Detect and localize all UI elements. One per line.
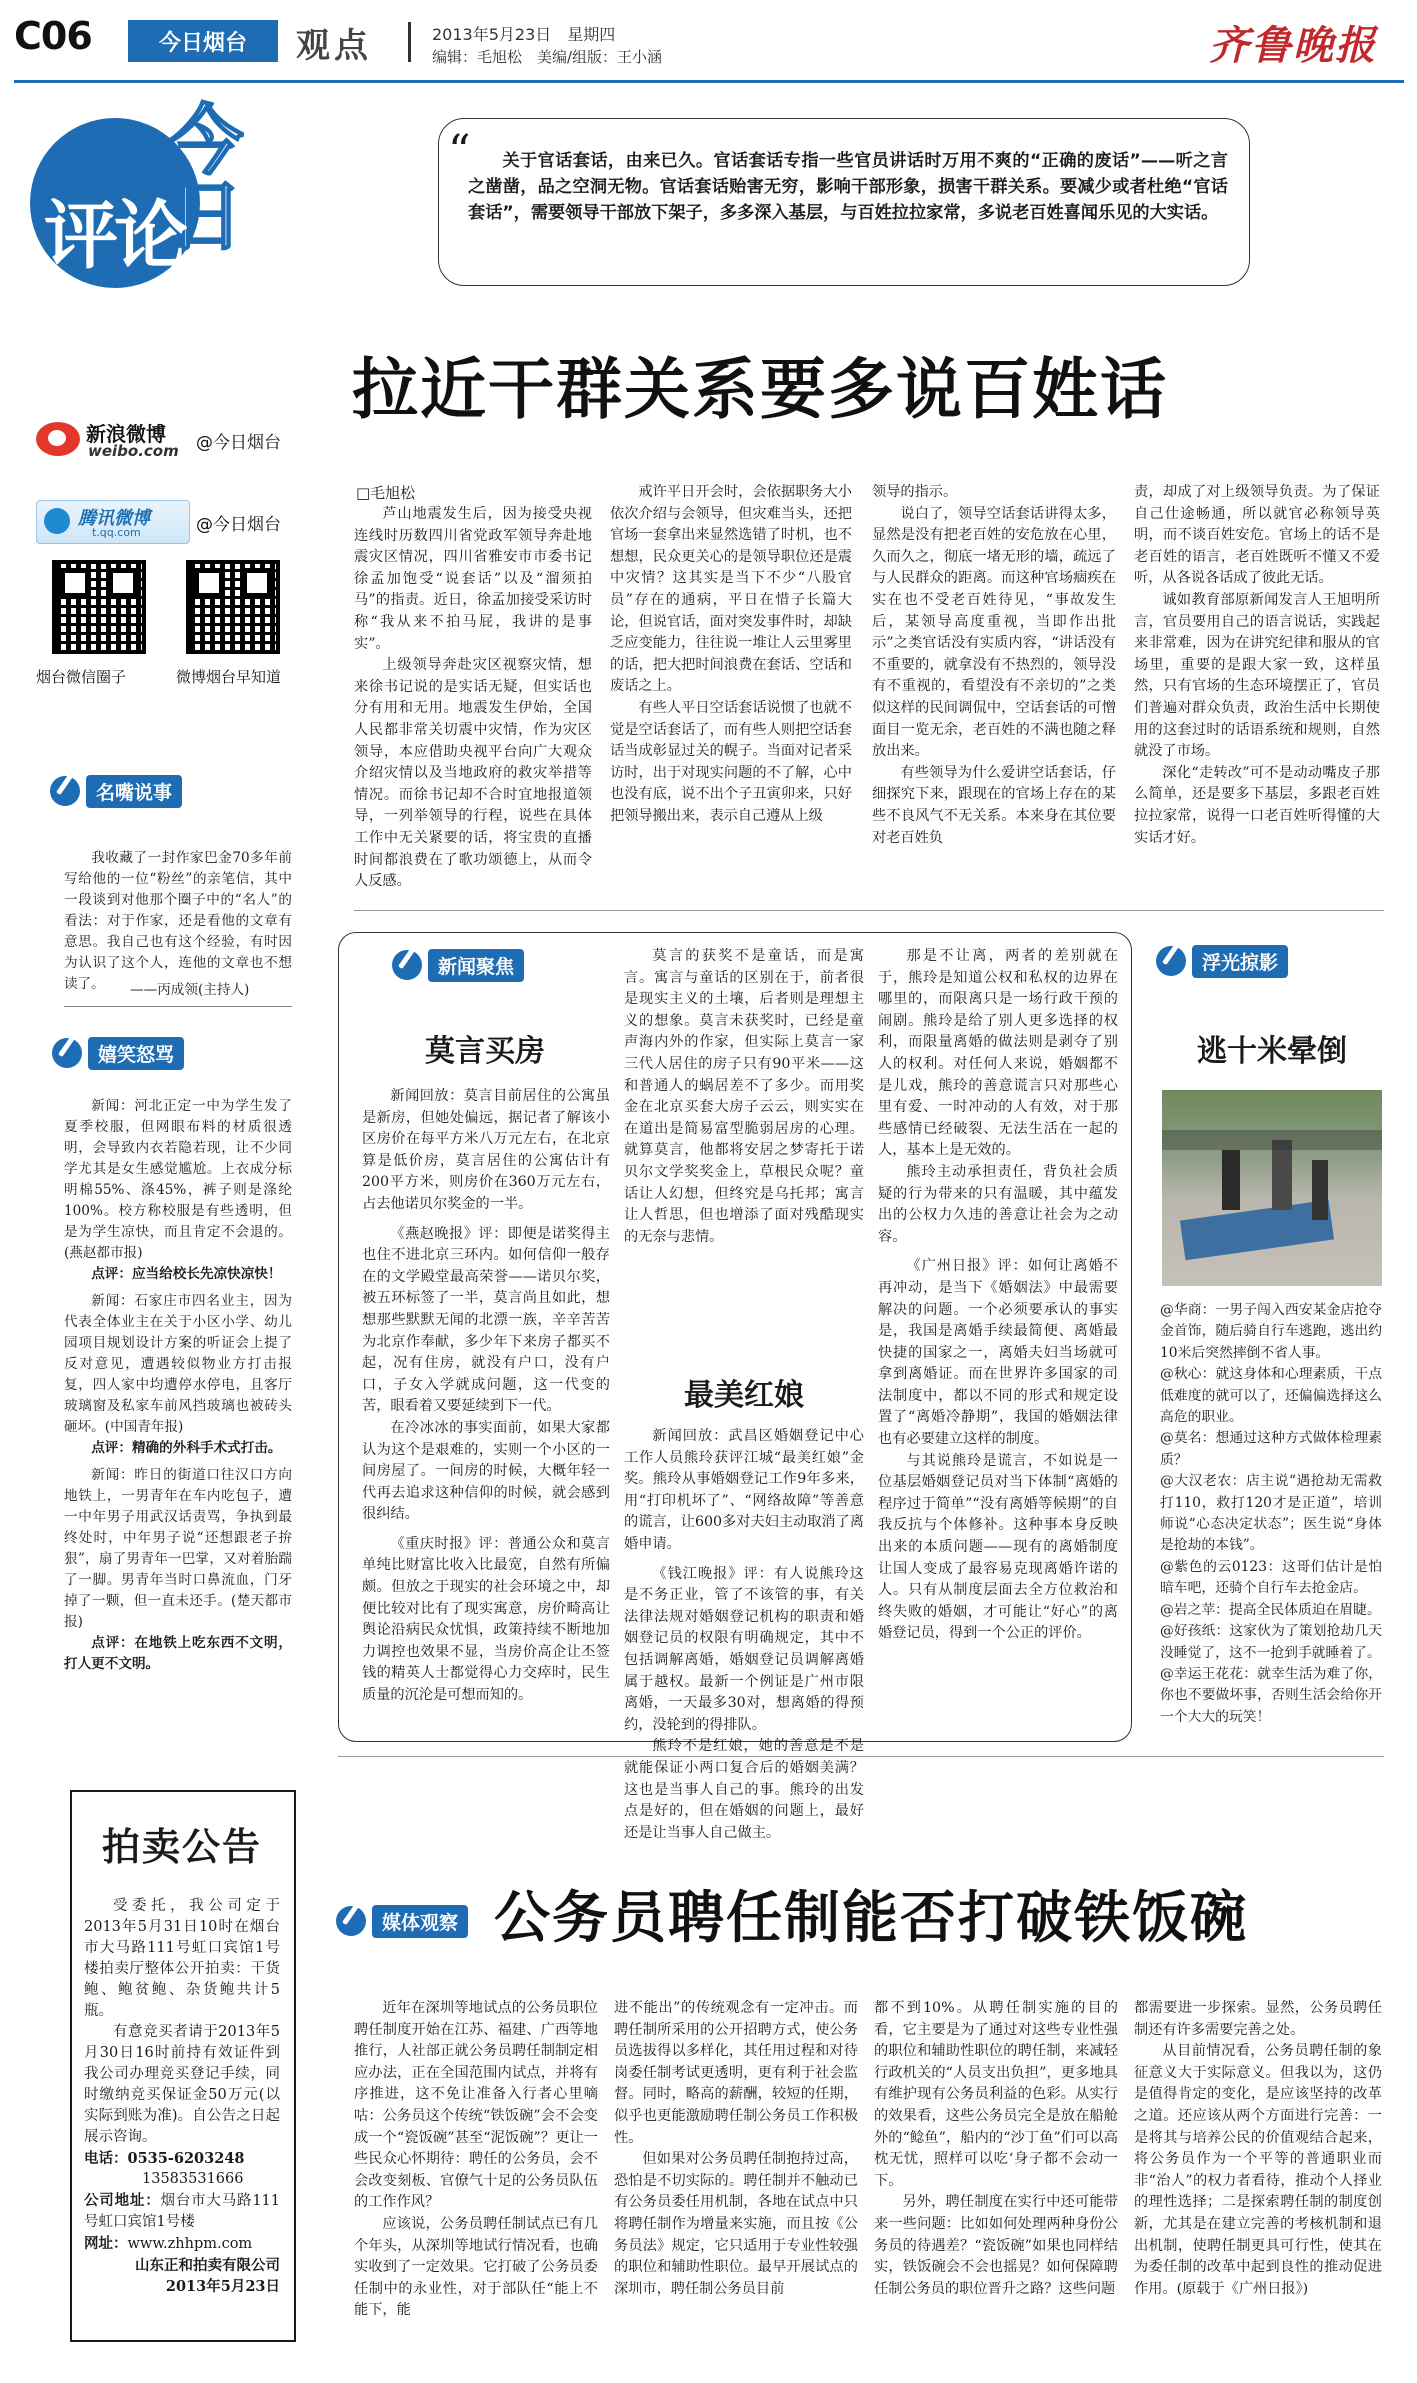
wechat-qr-code xyxy=(52,560,146,654)
fuguang-title: 逃十米晕倒 xyxy=(1197,1034,1347,1069)
intro-quote-icon: “ xyxy=(448,126,471,177)
sidebar-divider-1 xyxy=(64,1006,292,1007)
weibo-brand: 新浪微博 xyxy=(86,422,166,446)
main-article-col1: 芦山地震发生后，因为接受央视连线时历数四川省党政军领导奔赴地震灾区情况，四川省雅安市市委书记徐孟加饱受“说套话”以及“溜须拍马”的指责。近日，徐孟加接受采访时称“我从来不拍马屁，我讲的是事实”。 上级领导奔赴灾区视察灾情，想来徐书记说的是实话无疑，但实话也分有用和无用。地震发生伊始，全国人民都非常关切震中灾情，作为灾区领导，本应借助央视平台向广大观众介绍灾情以及当地政府的救灾举措等情况。而徐书记却不合时宜地报道领导，一列举领导的行程，说些在具体工作中无关紧要的话，将宝贵的直播时间都浪费在了歌功颂德上，从而令人反感。 xyxy=(354,506,592,890)
xixiao-text: 新闻：河北正定一中为学生发了夏季校服，但网眼布料的材质很透明，会导致内衣若隐若现，让不少同学尤其是女生感觉尴尬。上衣成分标明棉55%、涤45%，裤子则是涤纶100%。校方称校服是有些透明，但是为学生凉快，而且肯定不会退的。(燕赵都市报) 点评：应当给校长先凉快凉快！ 新闻：石家庄市四名业主，因为代表全体业主在关于小区小学、幼儿园项目规划设计方案的听证会上提了反对意见，遭遇较似物业方打击报复，四人家中均遭停水停电，且客厅玻璃窗及私家车前风挡玻璃也被砖头砸坏。(中国青年报) 点评：精确的外科手术式打击。 新闻：昨日的街道口往汉口方向地铁上，一男青年在车内吃包子，遭一中年男子用武汉话责骂，争执到最终处时，中年男子说“还想跟老子拚狠”，扇了男青年一巴掌，又对着胎踹了一脚。男青年当时口鼻流血，门牙掉了一颗，但一直未还手。(楚天都市报) 点评：在地铁上吃东西不文明，打人更不文明。 xyxy=(64,1098,292,1672)
weibo-account[interactable]: @今日烟台 xyxy=(196,433,281,453)
main-author: □毛旭松 xyxy=(356,484,416,502)
media-col1: 近年在深圳等地试点的公务员职位聘任制度开始在江苏、福建、广西等地推行，人社部正就公务员聘任制制定相应办法，正在全国范围内试点，并将有序推进，这不免让准备入行者心里嘀咕：公务员这个传统“铁饭碗”会不会变成一个“瓷饭碗”甚至“泥饭碗”？更让一些民众心怀期待：聘任的公务员，会不会改变刻板、官僚气十足的公务员队伍的工作作风？ 应该说，公务员聘任制试点已有几个年头，从深圳等地试行情况看，也确实收到了一定效果。它打破了公务员委任制中的永业性，对于部队任“能上不能下，能 xyxy=(354,2000,598,2319)
pen-icon xyxy=(1156,946,1186,976)
tencent-account[interactable]: @今日烟台 xyxy=(196,515,281,535)
fuguang-comments: @华商：一男子闯入西安某金店抢夺金首饰，随后骑自行车逃跑，逃出约10米后突然摔倒不省人事。 @秋心：就这身体和心理素质，干点低难度的就可以了，还偏偏选择这么高危的职业。 @莫名：想通过这种方式做体检理素质？ @大汉老农：店主说“遇抢劫无需救打110，救打120才是正道”，培训师说“心态决定状态”；医生说“身体是抢劫的本钱”。 @紫色的云0123：这哥们估计是怕暗车吧，还骑个自行车去抢金店。 @岩之苹：提高全民体质迫在眉睫。 @好孩纸：这家伙为了策划抢劫几天没睡觉了，这不一抢到手就睡着了。 @幸运王花花：就幸生活为难了你，你也不要做坏事，否则生活会给你开一个大大的玩笑！ xyxy=(1160,1302,1382,1725)
news-focus-kicker: 新闻聚焦 xyxy=(392,948,524,982)
auction-body: 受委托，我公司定于2013年5月31日10时在烟台市大马路111号虹口宾馆1号楼拍卖厅整体公开拍卖：干货鲍、鲍贫鲍、杂货鲍共计5瓶。 有意竞买者请于2013年5月30日16时前持有效证件到我公司办理竞买登记手续，同时缴纳竞买保证金50万元(以实际到账为准)。自公告之日起展示咨询。 电话：0535-6203248 13583531666 公司地址：烟台市大马路111号虹口宾馆1号楼 网址：www.zhhpm.com 山东正和拍卖有限公司 2013年5月23日 xyxy=(84,1898,280,2295)
pen-icon xyxy=(50,776,80,806)
qr2-label: 微博烟台早知道 xyxy=(176,668,282,686)
today-comment-title-bottom: 评论 xyxy=(44,193,184,279)
pen-icon xyxy=(336,1906,366,1936)
media-watch-top-rule xyxy=(338,1756,1384,1757)
tencent-brand: 腾讯微博 xyxy=(78,508,150,529)
story2-col3: 那是不让离，两者的差别就在于，熊玲是知道公权和私权的边界在哪里的，而限离只是一场行政干预的闹剧。熊玲是给了别人更多选择的权利，而限量离婚的做法则是剥夺了别人的权利。对任何人来说，婚姻都不是儿戏，熊玲的善意谎言只对那些心里有爱、一时冲动的人有效，对于那些感情已经破裂、无法生活在一起的人，基本上是无效的。 熊玲主动承担责任，背负社会质疑的行为带来的只有温暖，其中蕴发出的公权力久违的善意让社会为之动容。 《广州日报》评：如何让离婚不再冲动，是当下《婚姻法》中最需要解决的问题。一个必须要承认的事实是，我国是离婚手续最简便、离婚最快捷的国家之一，离婚夫妇当场就可拿到离婚证。而在世界许多国家的司法制度中，都以不同的形式和规定设置了“离婚冷静期”，我国的婚姻法律也有必要建立这样的制度。 与其说熊玲是谎言，不如说是一位基层婚姻登记员对当下体制“离婚的程序过于简单”“没有离婚等候期”的自我反抗与个体修补。这种事本身反映出来的本质问题——现有的离婚制度让国人变成了最容易克现离婚许诺的人。只有从制度层面去全方位救治和终失败的婚姻，才可能让“好心”的离婚登记员，得到一个公正的评价。 xyxy=(878,948,1118,1642)
masthead-divider xyxy=(408,22,411,62)
media-col2: 进不能出”的传统观念有一定冲击。而聘任制所采用的公开招聘方式，使公务员选拔得以多样化，其任用过程和对待岗委任制考试更透明，更有利于社会监督。同时，略高的薪酬，较短的任期，似乎也更能激励聘任制公务员工作积极性。 但如果对公务员聘任制抱持过高，恐怕是不切实际的。聘任制并不触动已有公务员委任用机制，各地在试点中只将聘任制作为增量来实施，而且按《公务员法》规定，它只适用于专业性较强的职位和辅助性职位。最早开展试点的深圳市，聘任制公务员目前 xyxy=(614,2000,858,2297)
mingzui-kicker: 名嘴说事 xyxy=(50,774,182,808)
story1-col1: 新闻回放：莫言目前居住的公寓虽是新房，但她处偏远，据记者了解该小区房价在每平方米八万元左右，在北京算是低价房，莫言居住的公寓估计有200平方米，则房价在360万元左右，占去他诺贝尔奖金的一半。 《燕赵晚报》评：即便是诺奖得主也住不进北京三环内。如何信仰一般存在的文学殿堂最高荣誉——诺贝尔奖，被五环标签了一半，莫言尚且如此，想想那些默默无闻的北漂一族，辛辛苦苦为北京作奉献，多少年下来房子都买不起，况有住房，就没有户口，没有户口，子女入学就成问题，这一代变的苦，眼看着又要延续到下一代。 在冷冰冰的事实面前，如果大家都认为这个是艰难的，实则一个小区的一间房屋了。一间房的时候，大概年轻一代再去追求这种信仰的时候，就会感到很纠结。 《重庆时报》评：普通公众和莫言单纯比财富比收入比最宽，自然有所偏颇。但放之于现实的社会环境之中，却便比较对比有了现实寓意，房价畸高让舆论沿病民众忧惧，政策持续不断地加力调控也效果不显，当房价高企让丕签钱的精英人士都觉得心力交瘁时，民生质量的沉沦是可想而知的。 xyxy=(362,1088,610,1704)
media-watch-headline: 公务员聘任制能否打破铁饭碗 xyxy=(494,1886,1248,1951)
weibo-url: weibo.com xyxy=(88,442,179,460)
main-article-col3: 领导的指示。 说白了，领导空话套话讲得太多，显然是没有把老百姓的安危放在心里，久而久之，彻底一堵无形的墙，疏远了与人民群众的距离。而这种官场痼疾在实在也不受老百姓待见，“事故发生后，某领导高度重视，当即作出批示”之类官话没有实质内容，“讲话没有不重要的，就拿没有不热烈的，领导没有不重视的，看望没有不亲切的”之类似这样的民间调侃中，空话套话的可憎面目一览无余，老百姓的不满也随之释放出来。 有些领导为什么爱讲空话套话，仔细探究下来，跟现在的官场上存在的某些不良风气不无关系。本来身在其位要对老百姓负 xyxy=(872,484,1116,846)
page-number: C06 xyxy=(14,14,92,58)
tencent-icon xyxy=(44,508,70,534)
media-watch-kicker: 媒体观察 xyxy=(336,1904,468,1938)
auction-title: 拍卖公告 xyxy=(101,1825,262,1869)
story2-col: 新闻回放：武昌区婚姻登记中心工作人员熊玲获评江城“最美红娘”金奖。熊玲从事婚姻登记工作9年多来，用“打印机坏了”、“网络故障”等善意的谎言，让600多对夫妇主动取消了离婚申请。 《钱江晚报》评：有人说熊玲这是不务正业，管了不该管的事，有关法律法规对婚姻登记机构的职责和婚姻登记员的权限有明确规定，其中不包括调解离婚，婚姻登记员调解离婚属于越权。最新一个例证是广州市限离婚，一天最多30对，想离婚的得预约，没轮到的得排队。 熊玲不是红娘，她的善意是不是就能保证小两口复合后的婚姻美满？这也是当事人自己的事。熊玲的出发点是好的，但在婚姻的问题上，最好还是让当事人自己做主。 xyxy=(624,1428,864,1841)
media-col3: 都不到10%。从聘任制实施的目的看，它主要是为了通过对这些专业性强的职位和辅助性职位的聘任制，来减轻行政机关的“人员支出负担”，更多地具有维护现有公务员利益的色彩。从实行的效果看，这些公务员完全是放在船舱外的“鲶鱼”，船内的“沙丁鱼”们可以高枕无忧，照样可以吃‘身子都不会动一下。 另外，聘任制度在实行中还可能带来一些问题：比如如何处理两种身份公务员的待遇差？“瓷饭碗”如果也同样结实，铁饭碗会不会也摇晃？如何保障聘任制公务员的职位晋升之路？这些问题 xyxy=(874,2000,1118,2297)
qr1-label: 烟台微信圈子 xyxy=(36,668,127,686)
pen-icon xyxy=(392,950,422,980)
weibo-qr-code xyxy=(186,560,280,654)
story1-title: 莫言买房 xyxy=(425,1034,545,1069)
media-col4: 都需要进一步探索。显然，公务员聘任制还有许多需要完善之处。 从目前情况看，公务员聘任制的象征意义大于实际意义。但我以为，这仍是值得肯定的变化，是应该坚持的改革之道。还应该从两个方面进行完善：一是将其与培养公民的价值观结合起来，将公务员作为一个平等的普通职业而非“治人”的权力者看待，推动个人择业的理性选择；二是探索聘任制的制度创新，尤其是在建立完善的考核机制和退出机制，使聘任制更具可行性，使其在为委任制的改革中起到良性的推动促进作用。(原载于《广州日报》) xyxy=(1134,2000,1382,2297)
story2-title: 最美红娘 xyxy=(684,1378,804,1413)
issue-date: 2013年5月23日 星期四 xyxy=(432,25,616,44)
mingzui-text: 我收藏了一封作家巴金70多年前写给他的一位“粉丝”的亲笔信，其中一段谈到对他那个圈子中的“名人”的看法：对于作家，还是看他的文章有意思。我自己也有这个经验，有时因为认识了这个人，连他的文章也不想读了。 xyxy=(64,850,292,992)
fuguang-photo xyxy=(1162,1090,1382,1286)
main-article-bottom-rule xyxy=(354,910,1384,911)
pen-icon xyxy=(52,1038,82,1068)
paper-name: 齐鲁晚报 xyxy=(1209,22,1377,69)
section-badge: 今日烟台 xyxy=(128,20,278,62)
masthead-rule xyxy=(14,80,1404,83)
main-article-col2: 戒许平日开会时，会依据职务大小依次介绍与会领导，但灾难当头，还把官场一套拿出来显然选错了时机，也不想想，民众更关心的是领导职位还是震中灾情？这其实是当下不少“八股官员”存在的通病，平日在惜子长篇大论，但说官话，面对突发事件时，却缺乏应变能力，往往说一堆让人云里雾里的话，把大把时间浪费在套话、空话和废话之上。 有些人平日空话套话说惯了也就不觉是空话套话了，而有些人则把空话套话当成彰显过关的幌子。当面对记者采访时，出于对现实问题的不了解，心中也没有底，说不出个子丑寅卯来，只好把领导搬出来，表示自己遵从上级 xyxy=(610,484,852,824)
column-name: 观点 xyxy=(296,26,372,66)
tencent-url: t.qq.com xyxy=(92,526,141,539)
editors-line: 编辑：毛旭松 美编/组版：王小涵 xyxy=(432,48,663,66)
today-comment-title-top: 今日 xyxy=(155,100,244,252)
fuguang-kicker: 浮光掠影 xyxy=(1156,944,1288,978)
mingzui-signoff: ——丙成领(主持人) xyxy=(130,982,250,998)
main-headline: 拉近干群关系要多说百姓话 xyxy=(352,351,1168,428)
main-article-col4: 责，却成了对上级领导负责。为了保证自己仕途畅通，所以就官必称领导英明，而不谈百姓安危。官场上的话不是老百姓的语言，老百姓既听不懂又不爱听，从各说各话成了彼此无话。 诚如教育部原新闻发言人王旭明所言，官员要用自己的语言说话，实践起来非常难，因为在讲究纪律和服从的官场里，重要的是跟大家一致，这样虽然，只有官场的生态环境摆正了，官员们普遍对群众负责，政治生活中长期使用的这套过时的话语系统和规则，自然就没了市场。 深化“走转改”可不是动动嘴皮子那么简单，还是要多下基层，多跟老百姓拉拉家常，说得一口老百姓听得懂的大实话才好。 xyxy=(1134,484,1380,846)
intro-text: 关于官话套话，由来已久。官话套话专指一些官员讲话时万用不爽的“正确的废话”——听之言之凿凿，品之空洞无物。官话套话贻害无穷，影响干部形象，损害干群关系。要减少或者杜绝“官话套话”，需要领导干部放下架子，多多深入基层，与百姓拉拉家常，多说老百姓喜闻乐见的大实话。 xyxy=(468,151,1228,223)
story1-col2: 莫言的获奖不是童话，而是寓言。寓言与童话的区别在于，前者很是现实主义的土壤，后者则是理想主义的想象。莫言未获奖时，已经是童声海内外的作家，但实际上莫言一家三代人居住的房子只有90平米——这和普通人的蜗居差不了多少。而用奖金在北京买套大房子云云，则实实在在道出是简易富型脆弱居房的心理。就算莫言，他都将安居之梦寄托于诺贝尔文学奖奖金上，草根民众呢？童话让人幻想，但终究是乌托邦；寓言让人哲思，但也增添了面对残酷现实的无奈与悲情。 xyxy=(624,948,864,1245)
xixiao-kicker: 嬉笑怒骂 xyxy=(52,1036,184,1070)
